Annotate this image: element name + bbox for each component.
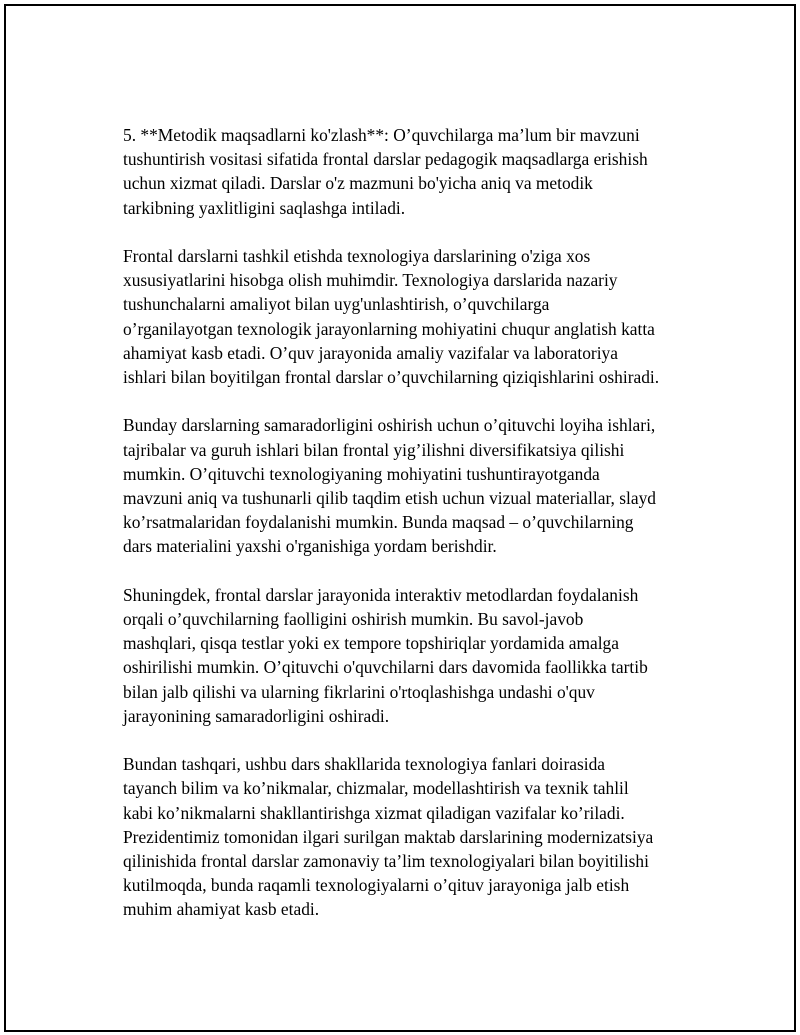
text-line: kabi ko’nikmalarni shakllantirishga xizmat qiladigan vazifalar ko’riladi. xyxy=(123,802,625,823)
text-line: dars materialini yaxshi o'rganishiga yordam berishdir. xyxy=(123,536,497,557)
text-line: qilinishida frontal darslar zamonaviy ta’lim texnologiyalari bilan boyitilishi xyxy=(123,851,649,872)
text-line: bilan jalb qilishi va ularning fikrlarini o'rtoqlashishga undashi o'quv xyxy=(123,681,595,702)
paragraph-skills-modernization xyxy=(123,752,708,921)
text-line: kutilmoqda, bunda raqamli texnologiyalarni o’qituv jarayoniga jalb etish xyxy=(123,875,630,896)
paragraph-interactive-methods xyxy=(123,583,708,728)
text-line: Shuningdek, frontal darslar jarayonida interaktiv metodlardan foydalanish xyxy=(123,584,639,605)
text-line: xususiyatlarini hisobga olish muhimdir. Texnologiya darslarida nazariy xyxy=(123,270,618,291)
text-line: Bunday darslarning samaradorligini oshirish uchun o’qituvchi loyiha ishlari, xyxy=(123,415,656,436)
text-line: mashqlari, qisqa testlar yoki ex tempore topshiriqlar yordamida amalga xyxy=(123,633,619,654)
text-line: mumkin. O’qituvchi texnologiyaning mohiyatini tushuntirayotganda xyxy=(123,463,600,484)
text-line: 5. **Metodik maqsadlarni ko'zlash**: O’quvchilarga ma’lum bir mavzuni xyxy=(123,125,640,145)
text-line: Prezidentimiz tomonidan ilgari surilgan maktab darslarining modernizatsiya xyxy=(123,826,654,847)
page-frame xyxy=(4,4,796,1032)
text-line: tushuntirish vositasi sifatida frontal darslar pedagogik maqsadlarga erishish xyxy=(123,149,648,170)
text-line: mavzuni aniq va tushunarli qilib taqdim etish uchun vizual materiallar, slayd xyxy=(123,488,656,509)
text-line: tajribalar va guruh ishlari bilan frontal yig’ilishni diversifikatsiya qilishi xyxy=(123,439,625,460)
paragraph-methodical-goals xyxy=(123,123,708,220)
paragraph-frontal-lessons-organization xyxy=(123,244,708,389)
text-line: Bundan tashqari, ushbu dars shakllarida texnologiya fanlari doirasida xyxy=(123,754,605,775)
text-line: tayanch bilim va ko’nikmalar, chizmalar, modellashtirish va texnik tahlil xyxy=(123,778,629,799)
text-line: jarayonining samaradorligini oshiradi. xyxy=(123,705,390,726)
document-body xyxy=(123,123,708,946)
text-line: muhim ahamiyat kasb etadi. xyxy=(123,899,320,920)
text-line: oshirilishi mumkin. O’qituvchi o'quvchilarni dars davomida faollikka tartib xyxy=(123,657,648,678)
text-line: ishlari bilan boyitilgan frontal darslar o’quvchilarning qiziqishlarini oshiradi. xyxy=(123,367,660,388)
text-line: uchun xizmat qiladi. Darslar o'z mazmuni bo'yicha aniq va metodik xyxy=(123,173,593,194)
text-line: tushunchalarni amaliyot bilan uyg'unlashtirish, o’quvchilarga xyxy=(123,294,550,315)
paragraph-effectiveness xyxy=(123,413,708,558)
text-line: tarkibning yaxlitligini saqlashga intiladi. xyxy=(123,197,406,218)
text-line: Frontal darslarni tashkil etishda texnologiya darslarining o'ziga xos xyxy=(123,246,591,266)
text-line: ahamiyat kasb etadi. O’quv jarayonida amaliy vazifalar va laboratoriya xyxy=(123,342,618,363)
text-line: o’rganilayotgan texnologik jarayonlarning mohiyatini chuqur anglatish katta xyxy=(123,318,655,339)
text-line: orqali o’quvchilarning faolligini oshirish mumkin. Bu savol-javob xyxy=(123,609,584,630)
text-line: ko’rsatmalaridan foydalanishi mumkin. Bunda maqsad – o’quvchilarning xyxy=(123,512,634,533)
